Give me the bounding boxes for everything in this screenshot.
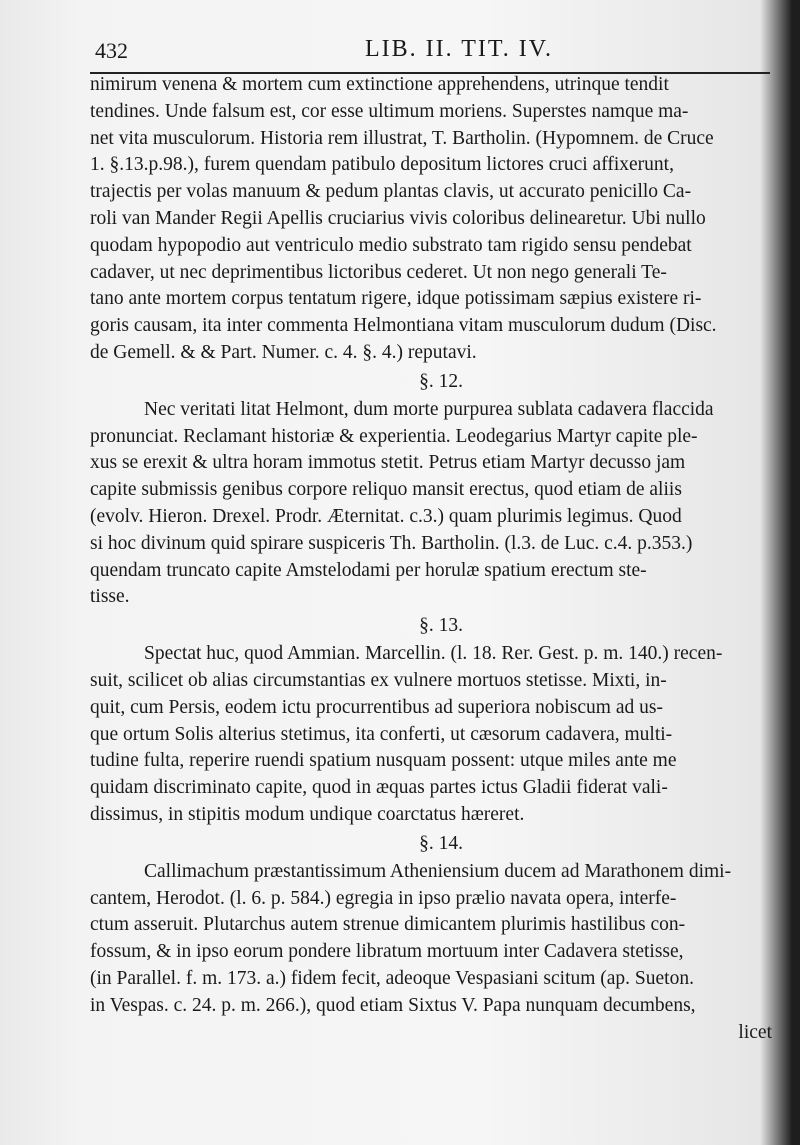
text-line: pronunciat. Reclamant historiæ & experientia. Leodegarius Martyr capite ple- bbox=[90, 425, 698, 447]
text-line: Nec veritati litat Helmont, dum morte purpurea sublata cadavera flaccida bbox=[144, 398, 714, 420]
text-line: tendines. Unde falsum est, cor esse ultimum moriens. Superstes namque ma- bbox=[90, 100, 689, 122]
catchword: licet bbox=[738, 1021, 772, 1043]
text-line: quit, cum Persis, eodem ictu procurrentibus ad superiora nobiscum ad us- bbox=[90, 696, 663, 718]
text-line: si hoc divinum quid spirare suspiceris Th. Bartholin. (l.3. de Luc. c.4. p.353.) bbox=[90, 532, 693, 554]
body-text bbox=[90, 72, 772, 1046]
text-line: suit, scilicet ob alias circumstantias ex vulnere mortuos stetisse. Mixti, in- bbox=[90, 669, 667, 691]
text-line: goris causam, ita inter commenta Helmontiana vitam musculorum dudum (Disc. bbox=[90, 315, 717, 337]
text-line: roli van Mander Regii Apellis cruciarius vivis coloribus delinearetur. Ubi nullo bbox=[90, 207, 706, 229]
text-line: capite submissis genibus corpore reliquo mansit erectus, quod etiam de aliis bbox=[90, 479, 682, 501]
text-line: 1. §.13.p.98.), furem quendam patibulo depositum lictores cruci affixerunt, bbox=[90, 154, 674, 176]
text-line: ctum asseruit. Plutarchus autem strenue dimicantem plurimis hastilibus con- bbox=[90, 914, 686, 936]
text-line: trajectis per volas manuum & pedum plantas clavis, ut accurato penicillo Ca- bbox=[90, 181, 692, 203]
text-line: dissimus, in stipitis modum undique coarctatus hæreret. bbox=[90, 803, 525, 825]
text-line: in Vespas. c. 24. p. m. 266.), quod etiam Sixtus V. Papa nunquam decumbens, bbox=[90, 994, 696, 1016]
text-line: tisse. bbox=[90, 586, 130, 608]
text-line: (evolv. Hieron. Drexel. Prodr. Æternitat. c.3.) quam plurimis legimus. Quod bbox=[90, 505, 682, 527]
text-line: que ortum Solis alterius stetimus, ita conferti, ut cæsorum cadavera, multi- bbox=[90, 723, 673, 745]
text-line: Callimachum præstantissimum Atheniensium ducem ad Marathonem dimi- bbox=[144, 860, 732, 882]
text-line: Spectat huc, quod Ammian. Marcellin. (l. 18. Rer. Gest. p. m. 140.) recen- bbox=[144, 643, 723, 665]
text-line: fossum, & in ipso eorum pondere libratum mortuum inter Cadavera stetisse, bbox=[90, 941, 684, 963]
running-head: LIB. II. TIT. IV. bbox=[365, 36, 553, 62]
text-line: quendam truncato capite Amstelodami per horulæ spatium erectum ste- bbox=[90, 559, 647, 581]
text-line: cadaver, ut nec deprimentibus lictoribus cederet. Ut non nego generali Te- bbox=[90, 261, 667, 283]
section-heading-12: §. 12. bbox=[419, 370, 463, 392]
text-line: nimirum venena & mortem cum extinctione apprehendens, utrinque tendit bbox=[90, 74, 669, 95]
page-header bbox=[95, 34, 780, 68]
text-line: xus se erexit & ultra horam immotus stetit. Petrus etiam Martyr decusso jam bbox=[90, 452, 686, 474]
text-line: net vita musculorum. Historia rem illustrat, T. Bartholin. (Hypomnem. de Cruce bbox=[90, 127, 714, 149]
section-heading-13: §. 13. bbox=[419, 615, 463, 637]
text-line: (in Parallel. f. m. 173. a.) fidem fecit, adeoque Vespasiani scitum (ap. Sueton. bbox=[90, 967, 694, 989]
page-number: 432 bbox=[95, 38, 128, 63]
text-line: tano ante mortem corpus tentatum rigere, idque potissimam sæpius existere ri- bbox=[90, 288, 702, 310]
section-heading-14: §. 14. bbox=[419, 832, 463, 854]
text-line: de Gemell. & & Part. Numer. c. 4. §. 4.) reputavi. bbox=[90, 341, 477, 363]
text-line: quodam hypopodio aut ventriculo medio substrato tam rigido sensu pendebat bbox=[90, 234, 692, 256]
text-line: cantem, Herodot. (l. 6. p. 584.) egregia in ipso prælio navata opera, interfe- bbox=[90, 887, 677, 909]
text-line: tudine fulta, reperire ruendi spatium nusquam possent: utque miles ante me bbox=[90, 750, 677, 772]
text-line: quidam discriminato capite, quod in æquas partes ictus Gladii fiderat vali- bbox=[90, 777, 668, 799]
